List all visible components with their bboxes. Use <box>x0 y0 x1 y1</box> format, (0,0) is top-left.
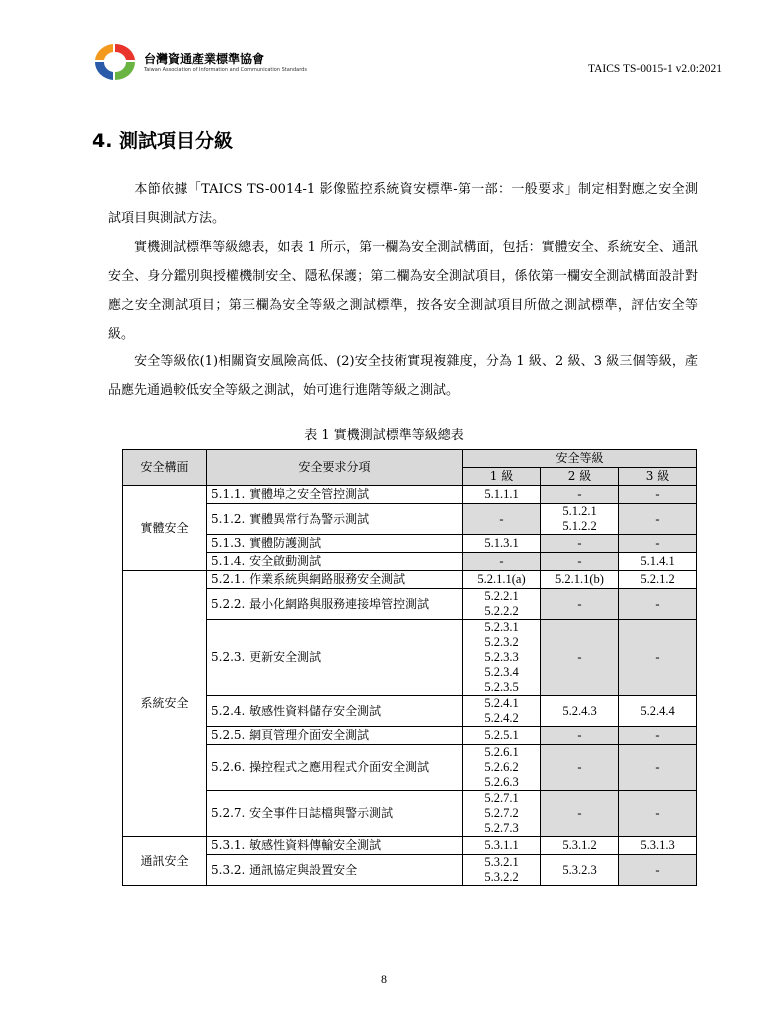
level-1-cell: 5.3.2.1 5.3.2.2 <box>463 855 541 886</box>
level-1-cell: 5.3.1.1 <box>463 837 541 855</box>
level-2-cell: - <box>541 486 619 504</box>
level-3-cell: - <box>619 791 697 837</box>
aspect-cell: 實體安全 <box>123 486 207 571</box>
item-cell: 5.3.1. 敏感性資料傳輸安全測試 <box>207 837 463 855</box>
table-row <box>123 620 697 696</box>
table-row <box>123 837 697 855</box>
level-1-cell: 5.2.4.1 5.2.4.2 <box>463 696 541 727</box>
level-2-cell: - <box>541 745 619 791</box>
item-cell: 5.2.7. 安全事件日誌檔與警示測試 <box>207 791 463 837</box>
table-row <box>123 504 697 535</box>
level-1-cell: 5.2.6.1 5.2.6.2 5.2.6.3 <box>463 745 541 791</box>
item-cell: 5.1.2. 實體異常行為警示測試 <box>207 504 463 535</box>
table-row <box>123 571 697 589</box>
paragraph-3-text: 安全等級依(1)相關資安風險高低、(2)安全技術實現複雜度，分為 1 級、2 級、3 級三個等級，產品應先通過較低安全等級之測試，始可進行進階等級之測試。 <box>108 354 698 398</box>
table-caption: 表 1 實機測試標準等級總表 <box>304 428 464 443</box>
level-3-cell: - <box>619 535 697 553</box>
page-number: 8 <box>381 972 387 986</box>
level-2-cell: 5.2.4.3 <box>541 696 619 727</box>
table-row <box>123 535 697 553</box>
paragraph-2-text: 實機測試標準等級總表，如表 1 所示，第一欄為安全測試構面，包括：實體安全、系統安全、通訊安全、身分鑑別與授權機制安全、隱私保護；第二欄為安全測試項目，係依第一欄安全測試構面設計對應之安全測試項目；第三欄為安全等級之測試標準，按各安全測試項目所做之測試標準，評估安全等級。 <box>108 240 698 342</box>
level-2-cell: - <box>541 553 619 571</box>
table-row <box>123 745 697 791</box>
level-2-cell: - <box>541 589 619 620</box>
item-cell: 5.2.2. 最小化網路與服務連接埠管控測試 <box>207 589 463 620</box>
level-1-cell: 5.1.1.1 <box>463 486 541 504</box>
header-aspect: 安全構面 <box>123 450 207 486</box>
page-header <box>90 40 722 86</box>
org-name: 台灣資通產業標準協會 <box>144 52 265 66</box>
header-level-1: 1 級 <box>463 468 541 486</box>
aspect-cell: 通訊安全 <box>123 837 207 886</box>
level-3-cell: 5.2.1.2 <box>619 571 697 589</box>
level-2-cell: 5.2.1.1(b) <box>541 571 619 589</box>
table-row <box>123 486 697 504</box>
header-level-3: 3 級 <box>619 468 697 486</box>
table-row <box>123 589 697 620</box>
header-item: 安全要求分項 <box>207 450 463 486</box>
paragraph-1 <box>108 175 698 233</box>
table-body <box>123 486 697 886</box>
level-2-cell: - <box>541 535 619 553</box>
level-1-cell: 5.1.3.1 <box>463 535 541 553</box>
level-3-cell: 5.2.4.4 <box>619 696 697 727</box>
document-id: TAICS TS-0015-1 v2.0:2021 <box>588 63 722 75</box>
level-2-cell: - <box>541 620 619 696</box>
level-3-cell: 5.3.1.3 <box>619 837 697 855</box>
level-2-cell: 5.3.2.3 <box>541 855 619 886</box>
header-level-group: 安全等級 <box>463 450 697 468</box>
level-1-cell: 5.2.5.1 <box>463 727 541 745</box>
paragraph-1-text: 本節依據「TAICS TS-0014-1 影像監控系統資安標準-第一部：一般要求」制定相對應之安全測試項目與測試方法。 <box>108 182 698 226</box>
item-cell: 5.1.4. 安全啟動測試 <box>207 553 463 571</box>
item-cell: 5.1.3. 實體防護測試 <box>207 535 463 553</box>
level-1-cell: 5.2.2.1 5.2.2.2 <box>463 589 541 620</box>
paragraph-3 <box>108 347 698 405</box>
level-3-cell: - <box>619 589 697 620</box>
level-1-cell: - <box>463 504 541 535</box>
level-2-cell: - <box>541 791 619 837</box>
taics-logo-icon <box>90 40 140 84</box>
level-2-cell: 5.3.1.2 <box>541 837 619 855</box>
level-3-cell: - <box>619 727 697 745</box>
level-3-cell: - <box>619 745 697 791</box>
level-3-cell: - <box>619 855 697 886</box>
item-cell: 5.1.1. 實體埠之安全管控測試 <box>207 486 463 504</box>
item-cell: 5.2.3. 更新安全測試 <box>207 620 463 696</box>
item-cell: 5.2.1. 作業系統與網路服務安全測試 <box>207 571 463 589</box>
item-cell: 5.2.4. 敏感性資料儲存安全測試 <box>207 696 463 727</box>
level-3-cell: - <box>619 620 697 696</box>
section-title: 4. 測試項目分級 <box>92 130 234 152</box>
table-row <box>123 553 697 571</box>
table-row <box>123 855 697 886</box>
level-3-cell: - <box>619 486 697 504</box>
item-cell: 5.3.2. 通訊協定與設置安全 <box>207 855 463 886</box>
header-level-2: 2 級 <box>541 468 619 486</box>
security-level-table <box>122 449 697 886</box>
level-3-cell: - <box>619 504 697 535</box>
org-subtitle: Taiwan Association of Information and Communication Standards <box>144 67 307 73</box>
table-row <box>123 727 697 745</box>
paragraph-2 <box>108 233 698 349</box>
level-2-cell: 5.1.2.1 5.1.2.2 <box>541 504 619 535</box>
level-3-cell: 5.1.4.1 <box>619 553 697 571</box>
level-1-cell: 5.2.7.1 5.2.7.2 5.2.7.3 <box>463 791 541 837</box>
aspect-cell: 系統安全 <box>123 571 207 837</box>
level-1-cell: - <box>463 553 541 571</box>
level-1-cell: 5.2.3.1 5.2.3.2 5.2.3.3 5.2.3.4 5.2.3.5 <box>463 620 541 696</box>
table-row <box>123 791 697 837</box>
item-cell: 5.2.5. 網頁管理介面安全測試 <box>207 727 463 745</box>
level-2-cell: - <box>541 727 619 745</box>
level-1-cell: 5.2.1.1(a) <box>463 571 541 589</box>
table-row <box>123 696 697 727</box>
item-cell: 5.2.6. 操控程式之應用程式介面安全測試 <box>207 745 463 791</box>
